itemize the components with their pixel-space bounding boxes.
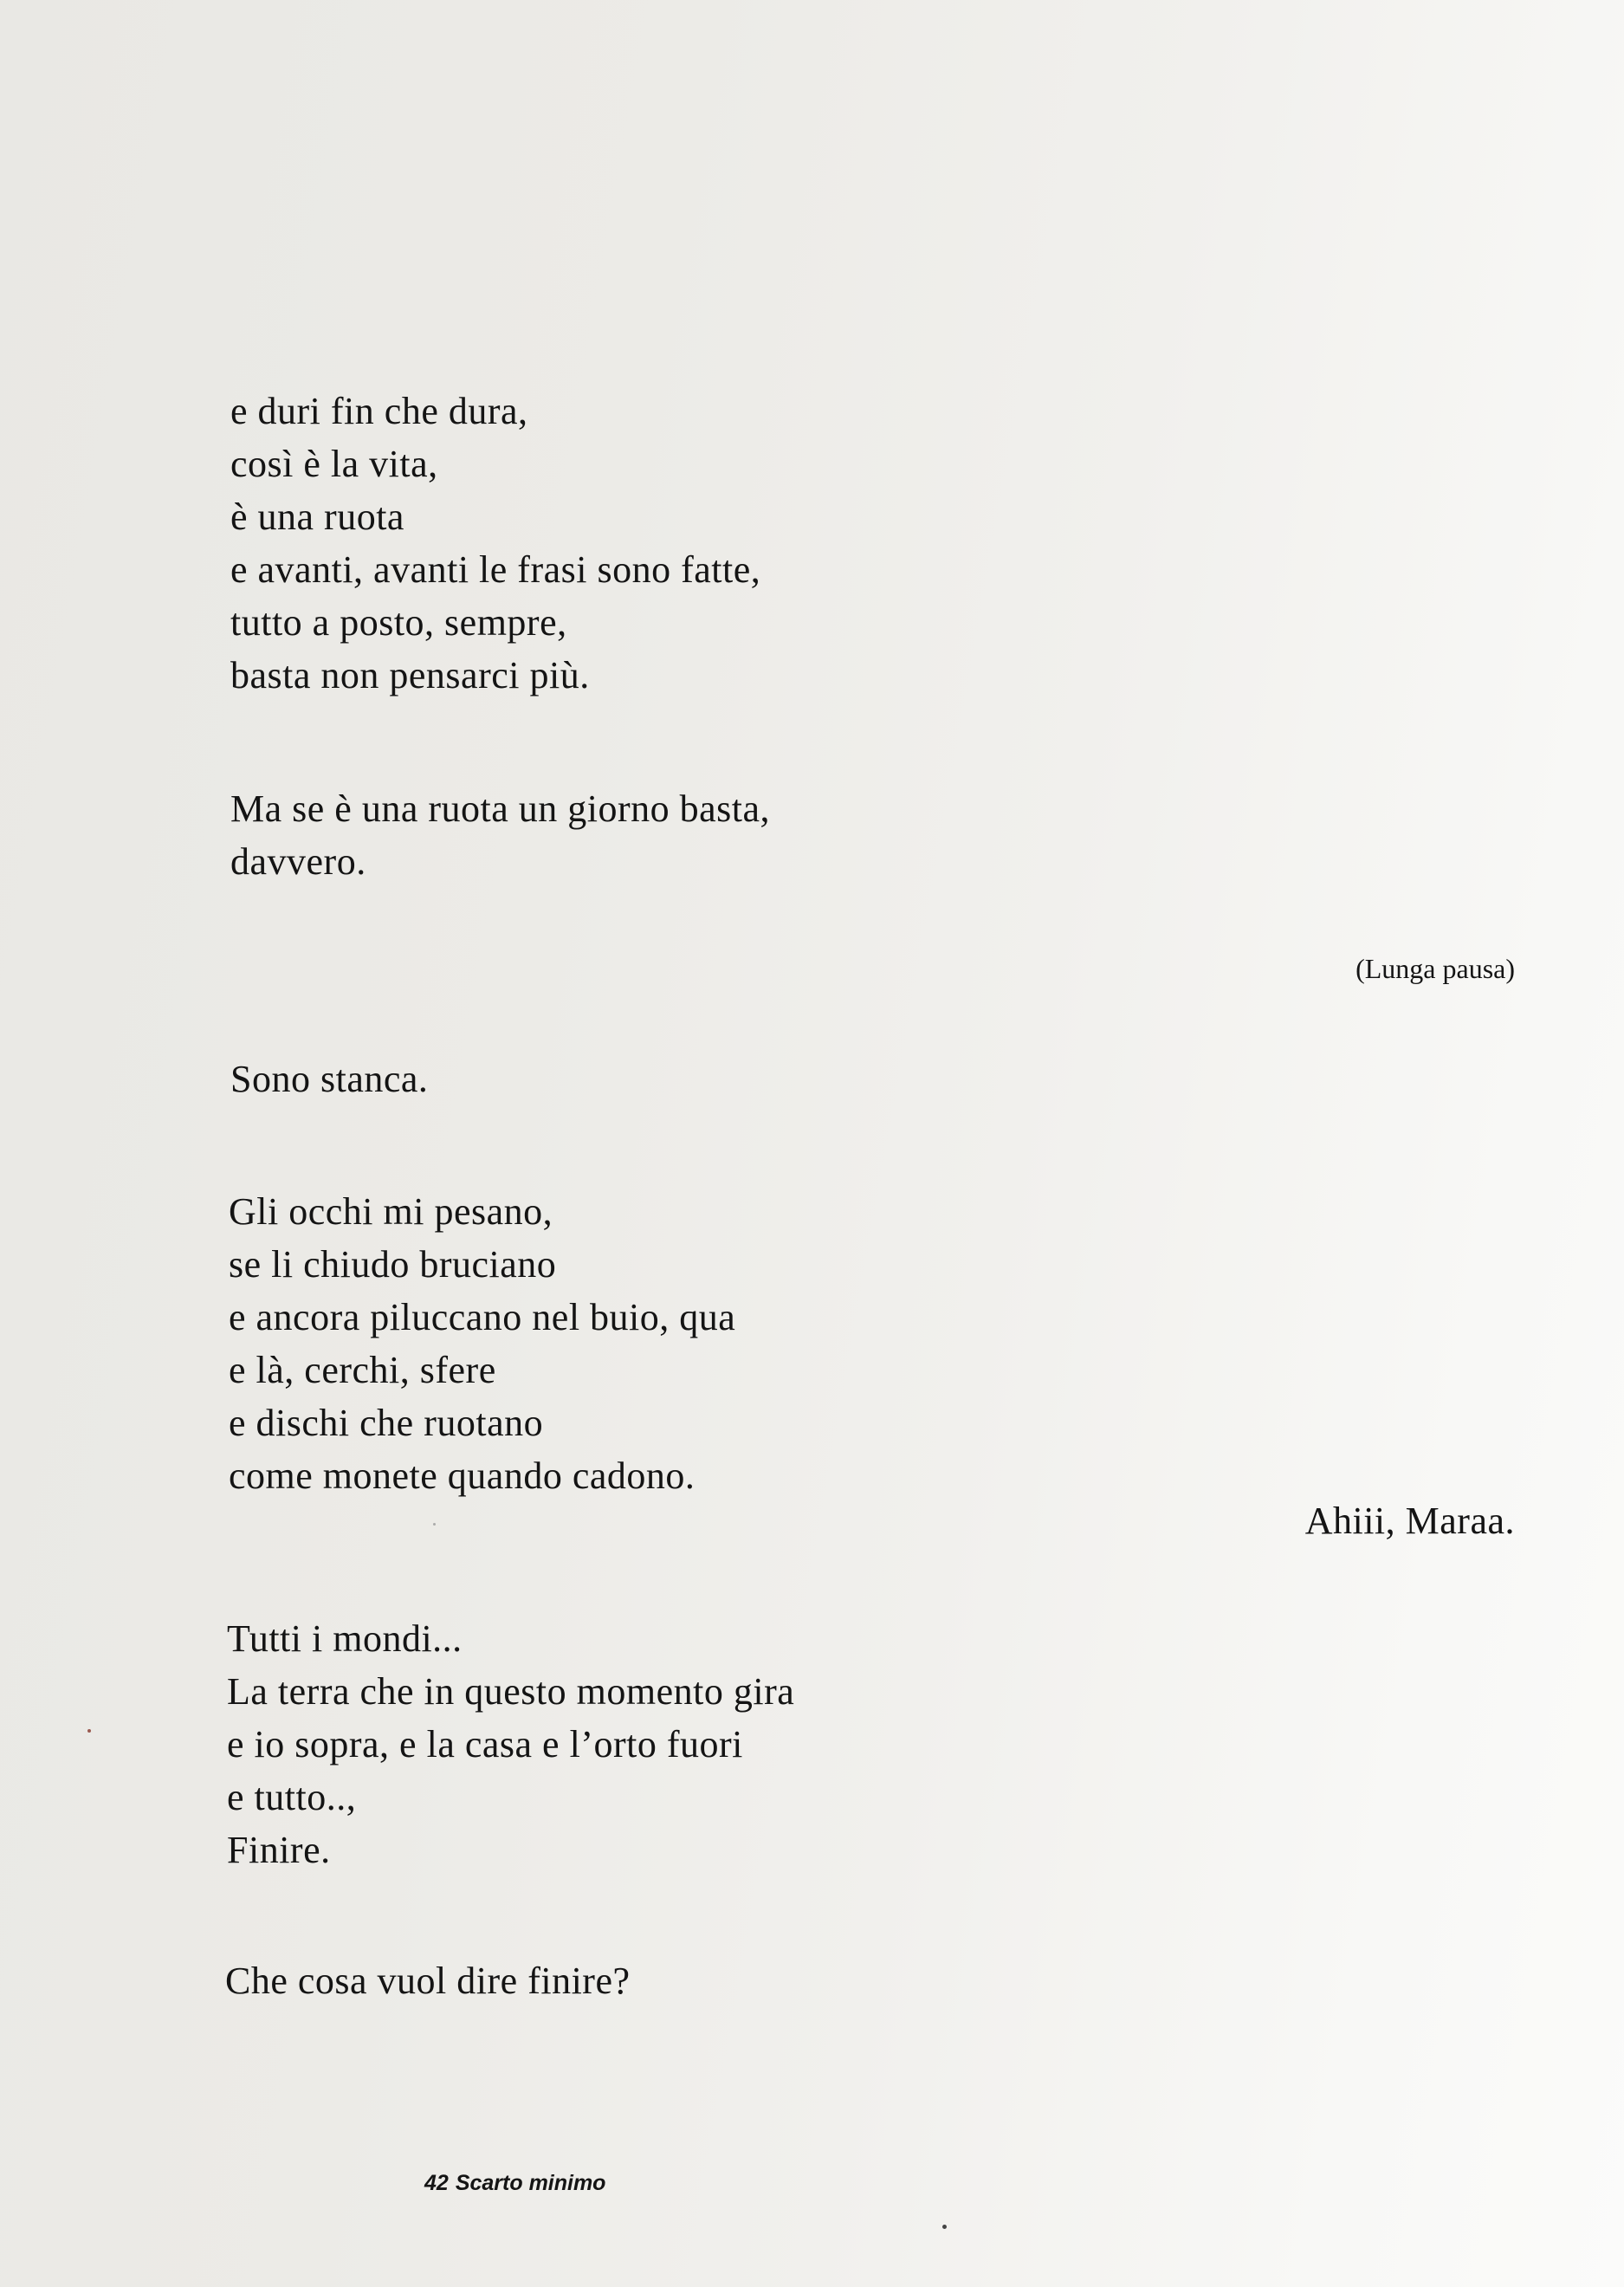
book-title: Scarto minimo (455, 2171, 606, 2195)
page-number: 42 (424, 2171, 449, 2195)
poem-line: Gli occhi mi pesano, (229, 1190, 553, 1233)
poem-line: tutto a posto, sempre, (230, 601, 567, 644)
poem-line: Sono stanca. (230, 1058, 429, 1100)
poem-line: e dischi che ruotano (229, 1402, 544, 1444)
poem-line: Che cosa vuol dire finire? (225, 1960, 631, 2002)
poem-line: come monete quando cadono. (229, 1454, 696, 1497)
poem-line: Finire. (227, 1829, 331, 1871)
poem-line: e là, cerchi, sfere (229, 1349, 496, 1391)
poem-line: è una ruota (230, 496, 404, 538)
poem-line: e tutto.., (227, 1776, 357, 1818)
poem-stanza (227, 1612, 794, 1876)
poem-line: e duri fin che dura, (230, 390, 528, 432)
poem-stanza (229, 1185, 735, 1502)
poem-line: La terra che in questo momento gira (227, 1670, 795, 1713)
poem-line: così è la vita, (230, 443, 438, 485)
poem-stanza (230, 782, 770, 888)
poem-line: e avanti, avanti le frasi sono fatte, (230, 548, 761, 591)
stage-direction: (Lunga pausa) (1355, 953, 1515, 984)
paper-speck (87, 1729, 91, 1733)
poem-line: e io sopra, e la casa e l’orto fuori (227, 1723, 743, 1765)
poem-stanza (230, 1053, 428, 1105)
poem-line: Tutti i mondi... (227, 1617, 463, 1660)
poem-line: basta non pensarci più. (230, 654, 590, 696)
voice-line: Ahiii, Maraa. (1304, 1500, 1515, 1542)
poem-stanza (225, 1954, 631, 2007)
poem-line: davvero. (230, 840, 366, 883)
page-footer (424, 2171, 605, 2196)
paper-speck (433, 1523, 436, 1526)
poem-line: e ancora piluccano nel buio, qua (229, 1296, 736, 1338)
paper-speck (942, 2225, 947, 2229)
poem-stanza (230, 385, 760, 702)
poem-line: Ma se è una ruota un giorno basta, (230, 787, 771, 830)
poem-line: se li chiudo bruciano (229, 1243, 557, 1286)
